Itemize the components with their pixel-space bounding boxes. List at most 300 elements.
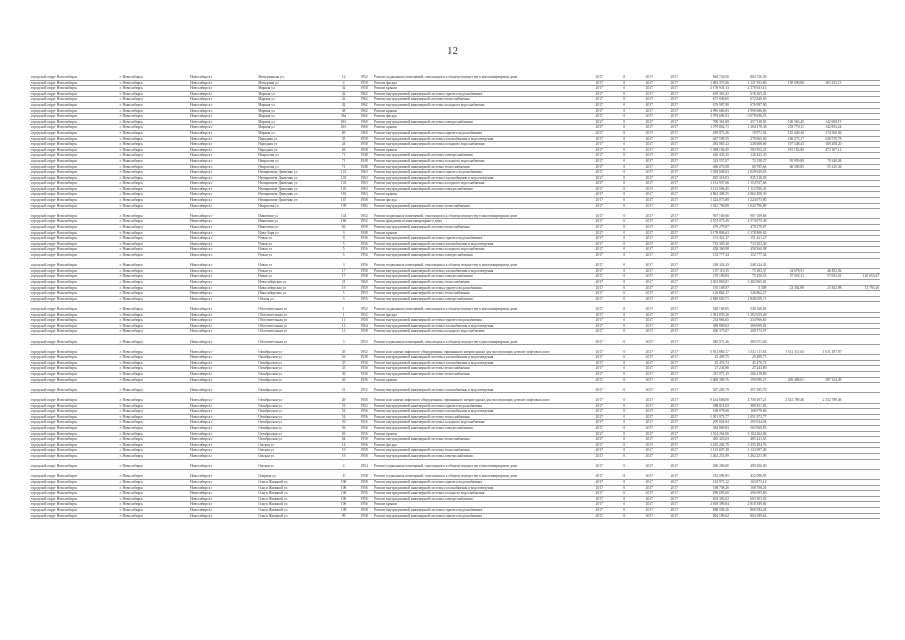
cell-year-3: 2017: [637, 442, 662, 448]
cell-year-2: 0: [612, 97, 637, 103]
cell-street: Омская ул: [257, 448, 332, 454]
cell-work-type: Ремонт внутридомовой инженерной системы холодного водоснабжения: [373, 420, 587, 426]
cell-work-type: Ремонт крыши: [373, 86, 587, 92]
cell-cost-3: 183 253,13: [805, 80, 843, 86]
cell-settlement: Новосибирск г: [189, 383, 257, 393]
cell-street: Октябрьская ул: [257, 437, 332, 443]
cell-year-4: 2017: [662, 312, 687, 318]
cell-city: г. Новосибирск: [119, 108, 189, 114]
cell-cost-1: 672 840,65: [730, 97, 768, 103]
cell-house-number: 5: [332, 247, 355, 253]
cell-total-cost: 234 966,65: [687, 318, 730, 324]
cell-municipality: городской округ Новосибирск: [30, 114, 119, 120]
cell-build-year: 1958: [355, 513, 373, 519]
cell-build-year: 1956: [355, 496, 373, 502]
cell-build-year: 1952: [355, 403, 373, 409]
cell-year-1: 2017: [587, 366, 612, 372]
cell-year-1: 2017: [587, 247, 612, 253]
cell-year-4: 2017: [662, 230, 687, 236]
cell-total-cost: 406 076,98: [687, 164, 730, 170]
cell-year-4: 2017: [662, 75, 687, 80]
cell-city: г. Новосибирск: [119, 164, 189, 170]
cell-work-type: Ремонт внутридомовой инженерной системы горячего водоснабжения: [373, 236, 587, 242]
cell-cost-1: 2 818 389,84: [730, 502, 768, 508]
cell-year-3: 2017: [637, 219, 662, 225]
cell-house-number: 5: [332, 241, 355, 247]
cell-work-type: Ремонт внутридомовой инженерной системы теплоснабжения: [373, 291, 587, 297]
cell-street: Мичурина ул: [257, 80, 332, 86]
cell-year-4: 2017: [662, 125, 687, 131]
cell-house-number: 4: [332, 459, 355, 469]
cell-year-3: 2017: [637, 75, 662, 80]
cell-build-year: 1953: [355, 291, 373, 297]
cell-year-4: 2017: [662, 302, 687, 312]
cell-work-type: Ремонт фасада: [373, 80, 587, 86]
cell-city: г. Новосибирск: [119, 102, 189, 108]
cell-total-cost: 2 818 389,84: [687, 502, 730, 508]
cell-total-cost: 548 168,85: [687, 302, 730, 312]
cell-city: г. Новосибирск: [119, 279, 189, 285]
cell-street: Обская ул: [257, 296, 332, 302]
cell-build-year: 1956: [355, 491, 373, 497]
cell-year-2: 0: [612, 448, 637, 454]
cell-build-year: 1956: [355, 241, 373, 247]
cell-year-1: 2017: [587, 268, 612, 274]
cell-total-cost: 1 029 949,03: [687, 170, 730, 176]
cell-settlement: Новосибирск г: [189, 442, 257, 448]
cell-year-3: 2017: [637, 192, 662, 198]
cell-work-type: Ремонт крыши: [373, 502, 587, 508]
cell-year-4: 2017: [662, 507, 687, 513]
cell-year-4: 2017: [662, 186, 687, 192]
cell-year-2: 0: [612, 80, 637, 86]
cell-work-type: Ремонт внутридомовой инженерной системы электроснабжения: [373, 253, 587, 259]
cell-total-cost: 1 224 075,80: [687, 198, 730, 204]
cell-cost-2: [767, 334, 805, 344]
cell-settlement: Новосибирск г: [189, 377, 257, 383]
cell-municipality: городской округ Новосибирск: [30, 274, 119, 280]
cell-work-type: Ремонт внутридомовой инженерной системы электроснабжения: [373, 186, 587, 192]
cell-street: Мирная ул: [257, 91, 332, 97]
cell-year-2: 0: [612, 312, 637, 318]
cell-cost-2: 158 690,80: [767, 80, 805, 86]
cell-cost-1: 248 324,43: [730, 258, 768, 268]
cell-total-cost: 1 579 802,71: [687, 125, 730, 131]
cell-build-year: 1952: [355, 209, 373, 219]
cell-year-1: 2017: [587, 230, 612, 236]
cell-total-cost: 868 594,26: [687, 507, 730, 513]
cell-total-cost: 426 443,35: [687, 153, 730, 159]
cell-build-year: 1956: [355, 253, 373, 259]
cell-year-1: 2017: [587, 119, 612, 125]
cell-year-2: 0: [612, 142, 637, 148]
cell-settlement: Новосибирск г: [189, 491, 257, 497]
cell-house-number: 21: [332, 279, 355, 285]
cell-work-type: Ремонт внутридомовой инженерной системы холодного водоснабжения: [373, 491, 587, 497]
cell-municipality: городской округ Новосибирск: [30, 209, 119, 219]
cell-municipality: городской округ Новосибирск: [30, 296, 119, 302]
cell-work-type: Ремонт внутридомовой инженерной системы горячего водоснабжения: [373, 170, 587, 176]
cell-year-3: 2017: [637, 360, 662, 366]
cell-city: г. Новосибирск: [119, 431, 189, 437]
cell-build-year: 1958: [355, 147, 373, 153]
cell-year-1: 2017: [587, 170, 612, 176]
cell-year-4: 2017: [662, 114, 687, 120]
cell-year-3: 2017: [637, 334, 662, 344]
cell-work-type: Ремонт крыши: [373, 230, 587, 236]
cell-year-2: 0: [612, 366, 637, 372]
cell-year-1: 2017: [587, 393, 612, 403]
cell-total-cost: 168 078,66: [687, 409, 730, 415]
cell-year-4: 2017: [662, 285, 687, 291]
cell-build-year: 1956: [355, 442, 373, 448]
cell-year-2: 0: [612, 153, 637, 159]
cell-year-4: 2017: [662, 247, 687, 253]
cell-city: г. Новосибирск: [119, 372, 189, 378]
cell-build-year: 1958: [355, 469, 373, 479]
cell-settlement: Новосибирск г: [189, 230, 257, 236]
cell-year-4: 2017: [662, 136, 687, 142]
cell-municipality: городской округ Новосибирск: [30, 459, 119, 469]
cell-year-2: 0: [612, 469, 637, 479]
cell-year-2: 0: [612, 236, 637, 242]
cell-street: Омская ул: [257, 442, 332, 448]
cell-street: Ольги Жилиной ул: [257, 479, 332, 485]
cell-city: г. Новосибирск: [119, 192, 189, 198]
cell-year-1: 2017: [587, 485, 612, 491]
cell-year-4: 2017: [662, 170, 687, 176]
cell-total-cost: 1 462 251,99: [687, 453, 730, 459]
cell-cost-2: 107 348,43: [767, 142, 805, 148]
cell-year-1: 2017: [587, 453, 612, 459]
cell-house-number: 42: [332, 97, 355, 103]
cell-year-1: 2017: [587, 291, 612, 297]
cell-total-cost: 152 777,34: [687, 253, 730, 259]
cell-year-2: 0: [612, 296, 637, 302]
cell-cost-3: [805, 459, 843, 469]
cell-cost-3: 228 570,78: [805, 136, 843, 142]
cell-year-4: 2017: [662, 164, 687, 170]
cell-total-cost: 388 811,83: [687, 403, 730, 409]
cell-work-type: Ремонт внутридомовой инженерной системы газоснабжения и водоотведения: [373, 268, 587, 274]
cell-year-2: 0: [612, 225, 637, 231]
cell-street: Октябрьская ул: [257, 409, 332, 415]
cell-house-number: 32: [332, 86, 355, 92]
cell-house-number: 54: [332, 414, 355, 420]
cell-year-1: 2017: [587, 502, 612, 508]
cell-cost-1: 733 303,30: [730, 241, 768, 247]
cell-cost-2: [767, 513, 805, 519]
cell-work-type: Ремонт внутридомовой инженерной системы горячего водоснабжения: [373, 507, 587, 513]
cell-cost-1: 3 078 696,53: [730, 114, 768, 120]
cell-cost-1: 2 574 075,49: [730, 219, 768, 225]
cell-settlement: Новосибирск г: [189, 258, 257, 268]
cell-build-year: 1956: [355, 409, 373, 415]
cell-total-cost: 25 499,75: [687, 355, 730, 361]
cell-year-1: 2017: [587, 130, 612, 136]
cell-year-4: 2017: [662, 409, 687, 415]
cell-year-1: 2017: [587, 420, 612, 426]
cell-year-4: 2017: [662, 102, 687, 108]
cell-city: г. Новосибирск: [119, 119, 189, 125]
cell-year-1: 2017: [587, 459, 612, 469]
cell-house-number: 61б: [332, 119, 355, 125]
cell-year-3: 2017: [637, 291, 662, 297]
cell-cost-4: [842, 383, 880, 393]
cell-city: г. Новосибирск: [119, 312, 189, 318]
cell-year-3: 2017: [637, 91, 662, 97]
cell-build-year: 1963: [355, 181, 373, 187]
cell-municipality: городской округ Новосибирск: [30, 186, 119, 192]
cell-work-type: Ремонт внутридомовой инженерной системы электроснабжения: [373, 119, 587, 125]
table-row: [30, 334, 880, 344]
cell-street: Мичуринская ул: [257, 75, 332, 80]
cell-cost-2: 23 302,98: [767, 285, 805, 291]
cell-year-1: 2017: [587, 236, 612, 242]
cell-year-2: 0: [612, 485, 637, 491]
cell-street: Оперная ул: [257, 469, 332, 479]
cell-cost-1: 1 392 059,26: [730, 312, 768, 318]
cell-street: Обогатительная ул: [257, 323, 332, 329]
cell-work-type: Ремонт фасада: [373, 312, 587, 318]
cell-settlement: Новосибирск г: [189, 119, 257, 125]
cell-year-3: 2017: [637, 437, 662, 443]
cell-cost-1: 45 476,74: [730, 360, 768, 366]
cell-city: г. Новосибирск: [119, 329, 189, 335]
cell-house-number: 71: [332, 158, 355, 164]
cell-year-4: 2017: [662, 158, 687, 164]
cell-municipality: городской округ Новосибирск: [30, 479, 119, 485]
cell-house-number: 5: [332, 291, 355, 297]
cell-work-type: Ремонт подвальных помещений, относящихся к общему имуществу в многоквартирном доме: [373, 469, 587, 479]
cell-year-1: 2017: [587, 414, 612, 420]
cell-house-number: 42: [332, 91, 355, 97]
cell-house-number: 36: [332, 372, 355, 378]
cell-settlement: Новосибирск г: [189, 225, 257, 231]
cell-build-year: 1963: [355, 170, 373, 176]
table-row: [30, 258, 880, 268]
cell-settlement: Новосибирск г: [189, 274, 257, 280]
cell-work-type: Ремонт внутридомовой инженерной системы холодного водоснабжения: [373, 247, 587, 253]
cell-street: Обогатительная ул: [257, 329, 332, 335]
cell-cost-1: 2 848 650,71: [730, 296, 768, 302]
cell-year-2: 0: [612, 403, 637, 409]
cell-city: г. Новосибирск: [119, 513, 189, 519]
cell-city: г. Новосибирск: [119, 130, 189, 136]
cell-cost-2: 100 363,45: [767, 119, 805, 125]
cell-year-3: 2017: [637, 453, 662, 459]
cell-year-1: 2017: [587, 203, 612, 209]
cell-cost-2: [767, 383, 805, 393]
cell-settlement: Новосибирск г: [189, 479, 257, 485]
cell-total-cost: 163 973,12: [687, 479, 730, 485]
cell-year-3: 2017: [637, 507, 662, 513]
cell-year-4: 2017: [662, 291, 687, 297]
cell-year-2: 0: [612, 377, 637, 383]
cell-cost-4: [842, 513, 880, 519]
cell-municipality: городской округ Новосибирск: [30, 147, 119, 153]
cell-settlement: Новосибирск г: [189, 170, 257, 176]
cell-year-2: 0: [612, 253, 637, 259]
cell-build-year: 1960: [355, 119, 373, 125]
cell-year-2: 0: [612, 459, 637, 469]
cell-house-number: 42: [332, 102, 355, 108]
cell-year-2: 0: [612, 192, 637, 198]
cell-street: Ольги Жилиной ул: [257, 496, 332, 502]
cell-year-4: 2017: [662, 437, 687, 443]
cell-cost-1: 804 189,62: [730, 513, 768, 519]
cell-street: Новая ул: [257, 241, 332, 247]
cell-total-cost: 1 112 506,45: [687, 186, 730, 192]
cell-municipality: городской округ Новосибирск: [30, 496, 119, 502]
cell-build-year: 1958: [355, 198, 373, 204]
cell-municipality: городской округ Новосибирск: [30, 153, 119, 159]
cell-cost-2: 155 440,40: [767, 130, 805, 136]
cell-year-2: 0: [612, 426, 637, 432]
cell-city: г. Новосибирск: [119, 258, 189, 268]
cell-year-1: 2017: [587, 279, 612, 285]
cell-street: Ольги Жилиной ул: [257, 502, 332, 508]
cell-city: г. Новосибирск: [119, 479, 189, 485]
cell-build-year: 1963: [355, 175, 373, 181]
cell-year-4: 2017: [662, 355, 687, 361]
table-row: [30, 302, 880, 312]
cell-city: г. Новосибирск: [119, 469, 189, 479]
cell-cost-2: 2 332 789,46: [767, 393, 805, 403]
cell-total-cost: 107 110,35: [687, 268, 730, 274]
cell-street: Мирная ул: [257, 86, 332, 92]
cell-cost-2: 95 959,80: [767, 158, 805, 164]
table-row: [30, 209, 880, 219]
cell-work-type: Ремонт крыши: [373, 147, 587, 153]
cell-year-2: 0: [612, 414, 637, 420]
cell-settlement: Новосибирск г: [189, 198, 257, 204]
cell-house-number: 66: [332, 225, 355, 231]
cell-year-3: 2017: [637, 164, 662, 170]
cell-total-cost: 105 108,97: [687, 285, 730, 291]
cell-cost-3: 55 325,36: [805, 164, 843, 170]
cell-year-2: 0: [612, 230, 637, 236]
cell-year-3: 2017: [637, 355, 662, 361]
cell-year-4: 2017: [662, 108, 687, 114]
cell-settlement: Новосибирск г: [189, 268, 257, 274]
cell-year-2: 0: [612, 147, 637, 153]
cell-year-2: 0: [612, 268, 637, 274]
cell-year-3: 2017: [637, 329, 662, 335]
cell-year-2: 0: [612, 479, 637, 485]
cell-total-cost: 151 421,27: [687, 236, 730, 242]
cell-settlement: Новосибирск г: [189, 403, 257, 409]
cell-city: г. Новосибирск: [119, 97, 189, 103]
cell-house-number: 56: [332, 431, 355, 437]
cell-settlement: Новосибирск г: [189, 209, 257, 219]
cell-city: г. Новосибирск: [119, 409, 189, 415]
cell-cost-1: 490 206,00: [730, 459, 768, 469]
cell-year-2: 0: [612, 119, 637, 125]
cell-year-1: 2017: [587, 97, 612, 103]
cell-cost-1: 60 785,66: [730, 164, 768, 170]
cell-year-1: 2017: [587, 507, 612, 513]
cell-municipality: городской округ Новосибирск: [30, 507, 119, 513]
cell-year-2: 0: [612, 420, 637, 426]
cell-total-cost: 296 695,60: [687, 491, 730, 497]
cell-cost-4: [842, 345, 880, 355]
cell-cost-1: 1 224 075,80: [730, 198, 768, 204]
cell-total-cost: 5 952 860,17: [687, 345, 730, 355]
cell-house-number: 106: [332, 485, 355, 491]
cell-year-3: 2017: [637, 114, 662, 120]
cell-city: г. Новосибирск: [119, 153, 189, 159]
cell-municipality: городской округ Новосибирск: [30, 453, 119, 459]
cell-work-type: Ремонт подвальных помещений, относящихся к общему имуществу в многоквартирном доме: [373, 258, 587, 268]
cell-work-type: Ремонт внутридомовой инженерной системы теплоснабжения: [373, 414, 587, 420]
cell-street: Мирная ул: [257, 119, 332, 125]
cell-total-cost: 967 169,66: [687, 209, 730, 219]
cell-house-number: 19: [332, 453, 355, 459]
cell-build-year: 1952: [355, 312, 373, 318]
cell-year-4: 2017: [662, 318, 687, 324]
cell-street: Октябрьская ул: [257, 393, 332, 403]
cell-year-1: 2017: [587, 409, 612, 415]
cell-cost-3: 174 560,94: [805, 130, 843, 136]
cell-municipality: городской округ Новосибирск: [30, 485, 119, 491]
cell-street: Омская ул: [257, 453, 332, 459]
cell-cost-4: [842, 334, 880, 344]
cell-settlement: Новосибирск г: [189, 279, 257, 285]
cell-house-number: 5: [332, 253, 355, 259]
cell-total-cost: 563 069,83: [687, 426, 730, 432]
cell-street: Октябрьская ул: [257, 366, 332, 372]
cell-municipality: городской округ Новосибирск: [30, 268, 119, 274]
cell-municipality: городской округ Новосибирск: [30, 372, 119, 378]
cell-street: Октябрьская ул: [257, 355, 332, 361]
cell-cost-2: [767, 302, 805, 312]
cell-city: г. Новосибирск: [119, 453, 189, 459]
cell-year-1: 2017: [587, 479, 612, 485]
cell-cost-1: 2 104 264,06: [730, 431, 768, 437]
cell-year-4: 2017: [662, 414, 687, 420]
cell-year-1: 2017: [587, 442, 612, 448]
cell-house-number: 20: [332, 377, 355, 383]
cell-cost-1: 278 665,60: [730, 136, 768, 142]
cell-total-cost: 676 987,90: [687, 102, 730, 108]
cell-settlement: Новосибирск г: [189, 291, 257, 297]
cell-year-1: 2017: [587, 403, 612, 409]
cell-build-year: 1936: [355, 372, 373, 378]
cell-year-1: 2017: [587, 329, 612, 335]
cell-year-3: 2017: [637, 345, 662, 355]
cell-work-type: Ремонт внутридомовой инженерной системы теплоснабжения: [373, 437, 587, 443]
cell-year-2: 0: [612, 114, 637, 120]
cell-year-2: 0: [612, 409, 637, 415]
cell-build-year: 1936: [355, 377, 373, 383]
cell-municipality: городской округ Новосибирск: [30, 203, 119, 209]
cell-municipality: городской округ Новосибирск: [30, 312, 119, 318]
cell-build-year: 1956: [355, 393, 373, 403]
cell-municipality: городской округ Новосибирск: [30, 502, 119, 508]
capital-repair-table: [30, 75, 880, 519]
cell-work-type: Ремонт крыши: [373, 192, 587, 198]
cell-settlement: Новосибирск г: [189, 181, 257, 187]
cell-cost-3: [805, 383, 843, 393]
cell-year-1: 2017: [587, 296, 612, 302]
cell-municipality: городской округ Новосибирск: [30, 329, 119, 335]
cell-year-4: 2017: [662, 431, 687, 437]
cell-work-type: Ремонт внутридомовой инженерной системы теплоснабжения: [373, 203, 587, 209]
cell-cost-1: 75 383,37: [730, 268, 768, 274]
cell-house-number: 4: [332, 80, 355, 86]
cell-work-type: Ремонт внутридомовой инженерной системы теплоснабжения: [373, 225, 587, 231]
